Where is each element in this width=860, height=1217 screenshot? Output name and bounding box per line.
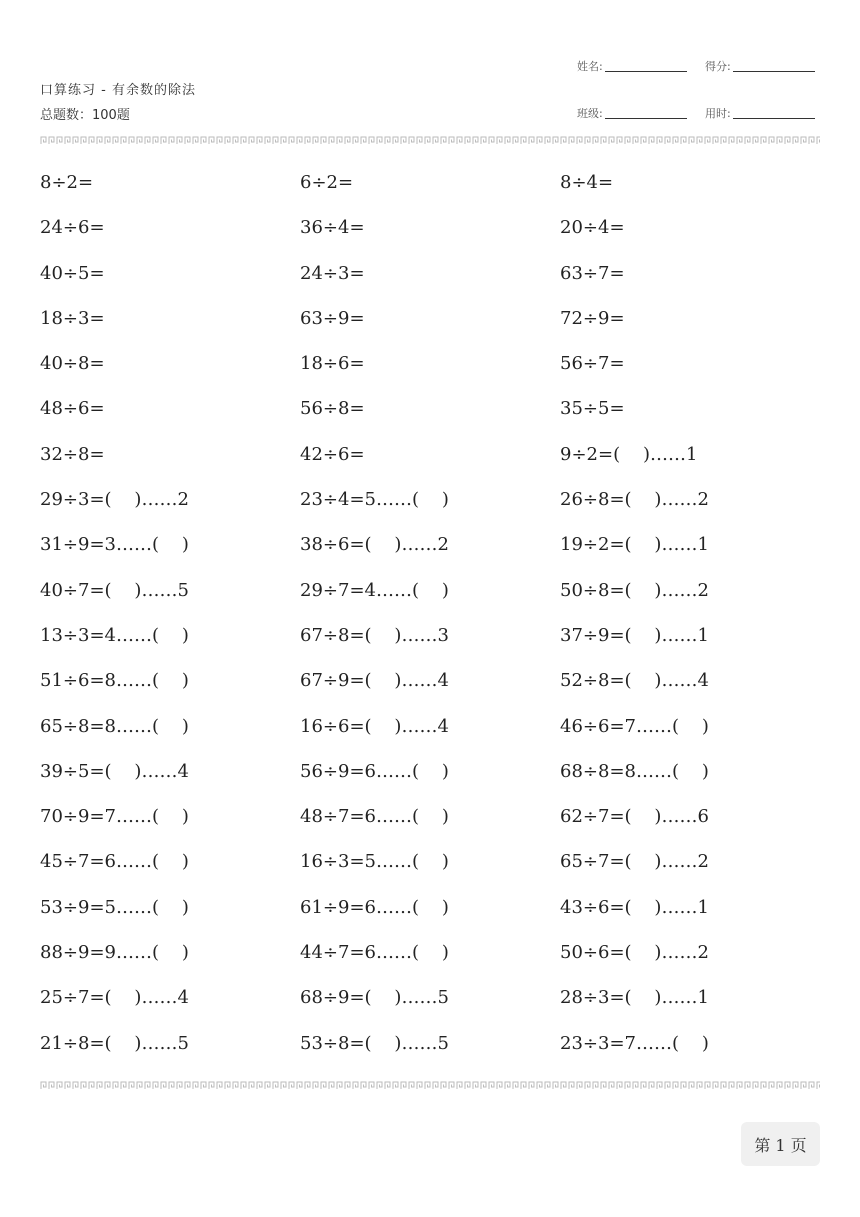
question-item: 44÷7=6……( ) [300, 942, 449, 964]
question-row [40, 938, 820, 983]
question-row [40, 666, 820, 711]
question-row [40, 1029, 820, 1074]
question-item: 61÷9=6……( ) [300, 896, 449, 918]
question-row [40, 349, 820, 394]
score-label: 得分: [705, 60, 731, 73]
question-item: 19÷2=( )……1 [560, 534, 709, 556]
question-item: 56÷7= [560, 353, 625, 375]
question-item: 40÷5= [40, 262, 105, 284]
name-line [605, 71, 687, 72]
name-field[interactable] [577, 58, 687, 74]
question-row [40, 213, 820, 258]
question-item: 50÷6=( )……2 [560, 942, 709, 964]
question-item: 26÷8=( )……2 [560, 489, 709, 511]
question-item: 51÷6=8……( ) [40, 670, 189, 692]
time-field[interactable] [705, 105, 815, 121]
question-item: 88÷9=9……( ) [40, 942, 189, 964]
question-item: 31÷9=3……( ) [40, 534, 189, 556]
question-item: 65÷8=8……( ) [40, 715, 189, 737]
question-item: 25÷7=( )……4 [40, 987, 189, 1009]
question-item: 23÷3=7……( ) [560, 1032, 709, 1054]
question-item: 62÷7=( )……6 [560, 806, 709, 828]
question-item: 28÷3=( )……1 [560, 987, 709, 1009]
question-item: 45÷7=6……( ) [40, 851, 189, 873]
score-field[interactable] [705, 58, 815, 74]
question-item: 29÷7=4……( ) [300, 579, 449, 601]
bottom-decorative-border [40, 1080, 820, 1090]
question-item: 48÷6= [40, 398, 105, 420]
question-row [40, 983, 820, 1028]
worksheet-title: 口算练习 - 有余数的除法 [40, 83, 196, 98]
question-item: 53÷9=5……( ) [40, 896, 189, 918]
question-row [40, 847, 820, 892]
question-item: 63÷9= [300, 307, 365, 329]
time-line [733, 118, 815, 119]
question-row [40, 712, 820, 757]
question-item: 52÷8=( )……4 [560, 670, 709, 692]
question-item: 37÷9=( )……1 [560, 624, 709, 646]
question-item: 32÷8= [40, 443, 105, 465]
question-item: 18÷6= [300, 353, 365, 375]
class-field[interactable] [577, 105, 687, 121]
name-label: 姓名: [577, 60, 603, 73]
question-item: 16÷3=5……( ) [300, 851, 449, 873]
question-row [40, 168, 820, 213]
question-item: 18÷3= [40, 307, 105, 329]
class-label: 班级: [577, 107, 603, 120]
score-line [733, 71, 815, 72]
question-row [40, 259, 820, 304]
question-item: 23÷4=5……( ) [300, 489, 449, 511]
question-item: 68÷8=8……( ) [560, 760, 709, 782]
page-number: 第 1 页 [741, 1122, 820, 1166]
question-grid [40, 168, 820, 1074]
question-item: 16÷6=( )……4 [300, 715, 449, 737]
question-row [40, 576, 820, 621]
question-item: 67÷8=( )……3 [300, 624, 449, 646]
question-item: 46÷6=7……( ) [560, 715, 709, 737]
question-item: 39÷5=( )……4 [40, 760, 189, 782]
question-item: 56÷8= [300, 398, 365, 420]
question-row [40, 802, 820, 847]
question-item: 63÷7= [560, 262, 625, 284]
question-item: 24÷6= [40, 217, 105, 239]
class-line [605, 118, 687, 119]
question-item: 48÷7=6……( ) [300, 806, 449, 828]
question-item: 36÷4= [300, 217, 365, 239]
question-row [40, 893, 820, 938]
question-item: 72÷9= [560, 307, 625, 329]
question-row [40, 440, 820, 485]
question-item: 24÷3= [300, 262, 365, 284]
total-questions: 总题数：100题 [40, 108, 130, 123]
question-row [40, 485, 820, 530]
question-row [40, 304, 820, 349]
question-row [40, 394, 820, 439]
question-item: 8÷2= [40, 172, 94, 193]
question-item: 40÷7=( )……5 [40, 579, 189, 601]
question-item: 68÷9=( )……5 [300, 987, 449, 1009]
question-item: 29÷3=( )……2 [40, 489, 189, 511]
question-item: 65÷7=( )……2 [560, 851, 709, 873]
question-item: 38÷6=( )……2 [300, 534, 449, 556]
question-row [40, 530, 820, 575]
question-item: 40÷8= [40, 353, 105, 375]
question-item: 13÷3=4……( ) [40, 624, 189, 646]
question-item: 20÷4= [560, 217, 625, 239]
question-item: 70÷9=7……( ) [40, 806, 189, 828]
question-item: 8÷4= [560, 172, 614, 193]
question-item: 67÷9=( )……4 [300, 670, 449, 692]
question-item: 9÷2=( )……1 [560, 443, 698, 465]
question-item: 21÷8=( )……5 [40, 1032, 189, 1054]
time-label: 用时: [705, 107, 731, 120]
question-row [40, 757, 820, 802]
question-item: 53÷8=( )……5 [300, 1032, 449, 1054]
question-item: 43÷6=( )……1 [560, 896, 709, 918]
question-row [40, 621, 820, 666]
question-item: 56÷9=6……( ) [300, 760, 449, 782]
top-decorative-border [40, 135, 820, 145]
question-item: 35÷5= [560, 398, 625, 420]
question-item: 50÷8=( )……2 [560, 579, 709, 601]
question-item: 42÷6= [300, 443, 365, 465]
question-item: 6÷2= [300, 172, 354, 193]
